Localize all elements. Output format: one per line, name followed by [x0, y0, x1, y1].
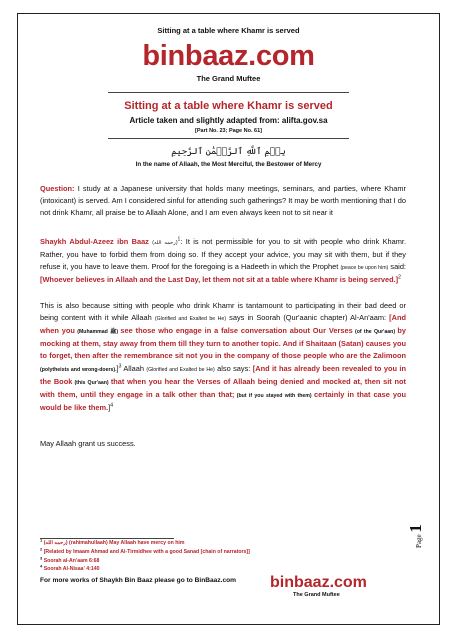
p2-text-a: This is also because sitting with people who drink Khamr is tantamount to participating in their bad deed or being content with it while Allaah — [40, 301, 406, 322]
hadith-quote: [Whoever believes in Allaah and the Last Day, let them not sit at a table where Khamr is being served.] — [40, 275, 399, 284]
question-text: I study at a Japanese university that holds many meetings, seminars, and parties, where Khamr (intoxicant) is served. Am I considered sinful for attending such gatherings? It may be worth mentioning that I do not drink Khamr, all praise be to Allaah Alone, and I am even always keen not to sit near it — [40, 184, 406, 217]
bracket-close-2: ] — [108, 403, 111, 412]
answer-text: : It is not permissible for you to sit with people who drink Khamr. Rather, you have to forbid them from doing so. If they accept your advice, you may sit with them, but if they refuse it, you have to leave them. Proof for the foregoing is a Hadeeth in which the Prophet — [40, 237, 406, 271]
this-quran-note: (this Qur'aan) — [72, 380, 111, 386]
footnote-ref-4[interactable]: 4 — [110, 402, 114, 409]
quran-note: (of the Qur'aan) — [352, 329, 398, 335]
footnote-ref-2[interactable]: 2 — [398, 274, 401, 281]
pbuh: (peace be upon him) — [340, 265, 389, 271]
article-reference: [Part No. 23; Page No. 61] — [195, 128, 262, 134]
basmala: بِسۡمِ ٱللَّهِ ٱلرَّحۡمَٰنِ ٱلرَّحِيمِ — [171, 147, 286, 157]
running-header: Sitting at a table where Khamr is served — [157, 26, 300, 35]
p2-text-c: Allaah — [121, 364, 147, 373]
bracket-close-1: ] — [116, 364, 119, 373]
muhammad-note: (Muhammad ﷺ) — [74, 329, 121, 335]
footnote-3: $^3$ Soorah al-An'aam 6:68 — [40, 555, 100, 564]
verse-2c: certainly in that case you would be like them. — [40, 390, 406, 412]
brand-subtitle: The Grand Muftee — [196, 74, 261, 83]
footnote-1: $^1$ (رحمه الله) (rahimahullaah) May Allaah have mercy on him — [40, 537, 185, 546]
footer-more-link[interactable]: For more works of Shaykh Bin Baaz please go to BinBaaz.com — [40, 577, 237, 584]
glorified-note-2: (Glorified and Exalted be He) — [146, 367, 215, 373]
page-number: Page 1 — [406, 524, 425, 548]
question-paragraph — [40, 183, 406, 219]
divider — [108, 138, 349, 139]
p2-text-b: says in Soorah (Qur'aanic chapter) Al-An'aam: — [226, 313, 390, 322]
verse-2a: [And it has already been revealed to you in the Book — [40, 364, 406, 386]
verse-1c: by mocking at them, stay away from them till they turn to another topic. And if Shaitaan (Satan) causes you to forget, then after the remembrance sit not you in the company of those people who are the Zalimoon — [40, 326, 406, 360]
footer-brand-subtitle: The Grand Muftee — [293, 592, 340, 598]
speaker-name: Shaykh Abdul-Azeez ibn Baaz — [40, 237, 149, 246]
speaker-honorific: (رحمه الله) — [152, 240, 178, 246]
verse-1a: [And when you — [40, 313, 406, 335]
answer-paragraph-2 — [40, 300, 406, 414]
closing-line: May Allaah grant us success. — [40, 439, 136, 448]
basmala-translation: In the name of Allaah, the Most Merciful, the Bestower of Mercy — [135, 161, 322, 168]
p2-text-d: also says: — [214, 364, 253, 373]
footnote-divider — [40, 538, 174, 539]
verse-1b: see those who engage in a false conversation about Our Verses — [120, 326, 353, 335]
article-title: Sitting at a table where Khamr is served — [124, 100, 333, 112]
footer-brand-logo: binbaaz.com — [270, 574, 367, 591]
question-label: Question: — [40, 184, 75, 193]
brand-logo: binbaaz.com — [142, 40, 315, 72]
article-source: Article taken and slightly adapted from: alifta.gov.sa — [129, 116, 328, 125]
footnote-ref-1[interactable]: 1 — [177, 236, 181, 243]
answer-paragraph-1 — [40, 236, 406, 286]
said: said: — [388, 262, 406, 271]
footnote-4: $^4$ Soorah Al-Nisaa' 4:140 — [40, 563, 100, 572]
stayed-note: (but if you stayed with them) — [234, 393, 315, 399]
footnote-ref-3[interactable]: 3 — [118, 363, 122, 370]
divider — [108, 92, 349, 93]
footnote-2: $^2$ [Related by Imaam Ahmad and Al-Tirmidhee with a good Sanad [chain of narrators]] — [40, 546, 250, 555]
verse-2b: that when you hear the Verses of Allaah being denied and mocked at, then sit not with them, until they engage in a talk other than that; — [40, 377, 406, 399]
polytheists-note: (polytheists and wrong-doers). — [40, 367, 117, 373]
glorified-note: (Glorified and Exalted be He) — [154, 316, 227, 322]
